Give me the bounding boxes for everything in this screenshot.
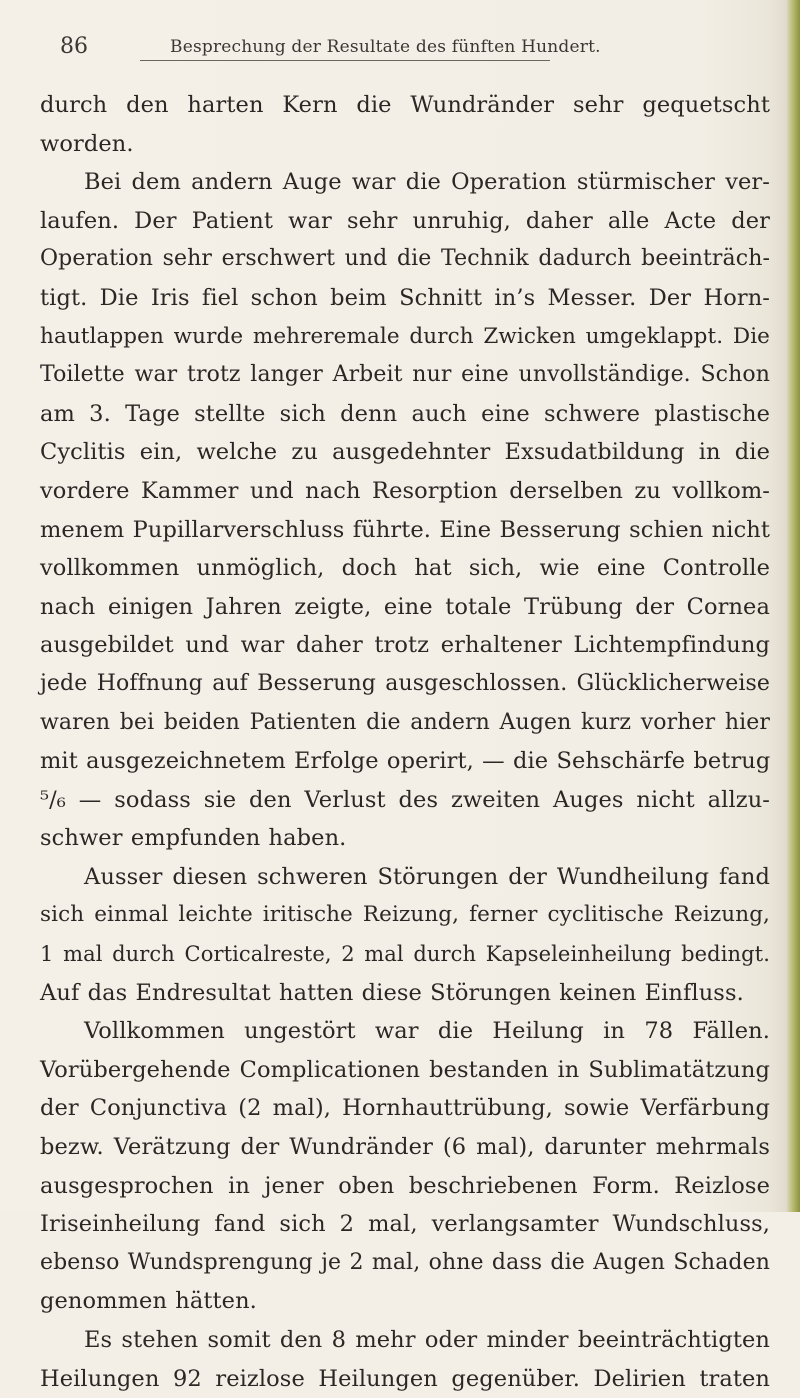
text-line: ausgesprochen in jener oben beschriebenen Form. Reizlose (40, 1172, 770, 1199)
text-line: Toilette war trotz langer Arbeit nur eine unvollständige. Schon (40, 362, 770, 388)
text-line: mit ausgezeichnetem Erfolge operirt, — die Sehschärfe betrug (40, 748, 771, 775)
text-line: hautlappen wurde mehreremale durch Zwicken umgeklappt. Die (40, 323, 770, 349)
page-number: 86 (60, 34, 88, 59)
text-line: waren bei beiden Patienten die andern Augen kurz vorher hier (40, 709, 770, 735)
text-line: Auf das Endresultat hatten diese Störungen keinen Einfluss. (40, 979, 744, 1006)
text-line: 1 mal durch Corticalreste, 2 mal durch Kapseleinheilung bedingt. (40, 942, 770, 967)
text-line: am 3. Tage stellte sich denn auch eine schwere plastische (40, 400, 770, 427)
text-line: genommen hätten. (40, 1288, 257, 1315)
text-line: Ausser diesen schweren Störungen der Wundheilung fand (84, 863, 770, 890)
text-line: ⁵/₆ — sodass sie den Verlust des zweiten Auges nicht allzu- (40, 786, 770, 813)
text-line: der Conjunctiva (2 mal), Hornhauttrübung, sowie Verfärbung (40, 1095, 770, 1122)
text-line: Cyclitis ein, welche zu ausgedehnter Exsudatbildung in die (40, 439, 770, 466)
page-header (40, 32, 760, 64)
text-line: nach einigen Jahren zeigte, eine totale Trübung der Cornea (40, 593, 770, 620)
text-line: jede Hoffnung auf Besserung ausgeschlossen. Glücklicherweise (40, 670, 770, 696)
text-line: sich einmal leichte iritische Reizung, ferner cyclitische Reizung, (40, 902, 770, 928)
text-line: Vorübergehende Complicationen bestanden in Sublimatätzung (40, 1056, 770, 1083)
text-line: menem Pupillarverschluss führte. Eine Besserung schien nicht (40, 516, 770, 543)
text-line: Es stehen somit den 8 mehr oder minder beeinträchtigten (84, 1327, 770, 1353)
text-line: ebenso Wundsprengung je 2 mal, ohne dass die Augen Schaden (40, 1249, 770, 1275)
text-line: Operation sehr erschwert und die Technik dadurch beeinträch- (40, 246, 770, 272)
text-line: vollkommen unmöglich, doch hat sich, wie eine Controlle (40, 555, 770, 582)
text-line: Vollkommen ungestört war die Heilung in 78 Fällen. (84, 1018, 770, 1045)
text-line: tigt. Die Iris fiel schon beim Schnitt in’s Messer. Der Horn- (40, 284, 770, 311)
text-line: bezw. Verätzung der Wundränder (6 mal), darunter mehrmals (40, 1134, 770, 1161)
text-line: Heilungen 92 reizlose Heilungen gegenüber. Delirien traten (40, 1365, 770, 1392)
text-line: durch den harten Kern die Wundränder sehr gequetscht (40, 92, 770, 118)
text-line: Iriseinheilung fand sich 2 mal, verlangsamter Wundschluss, (40, 1211, 770, 1238)
text-line: worden. (40, 130, 134, 157)
text-line: schwer empfunden haben. (40, 825, 347, 852)
header-rule (140, 60, 550, 61)
body-text (40, 86, 770, 1398)
running-title: Besprechung der Resultate des fünften Hundert. (170, 37, 601, 57)
text-line: Bei dem andern Auge war die Operation stürmischer ver- (84, 169, 770, 196)
text-line: vordere Kammer und nach Resorption derselben zu vollkom- (40, 477, 770, 504)
text-line: laufen. Der Patient war sehr unruhig, daher alle Acte der (40, 207, 770, 234)
text-line: ausgebildet und war daher trotz erhaltener Lichtempfindung (40, 632, 770, 659)
page-edge-shadow (786, 0, 800, 1212)
